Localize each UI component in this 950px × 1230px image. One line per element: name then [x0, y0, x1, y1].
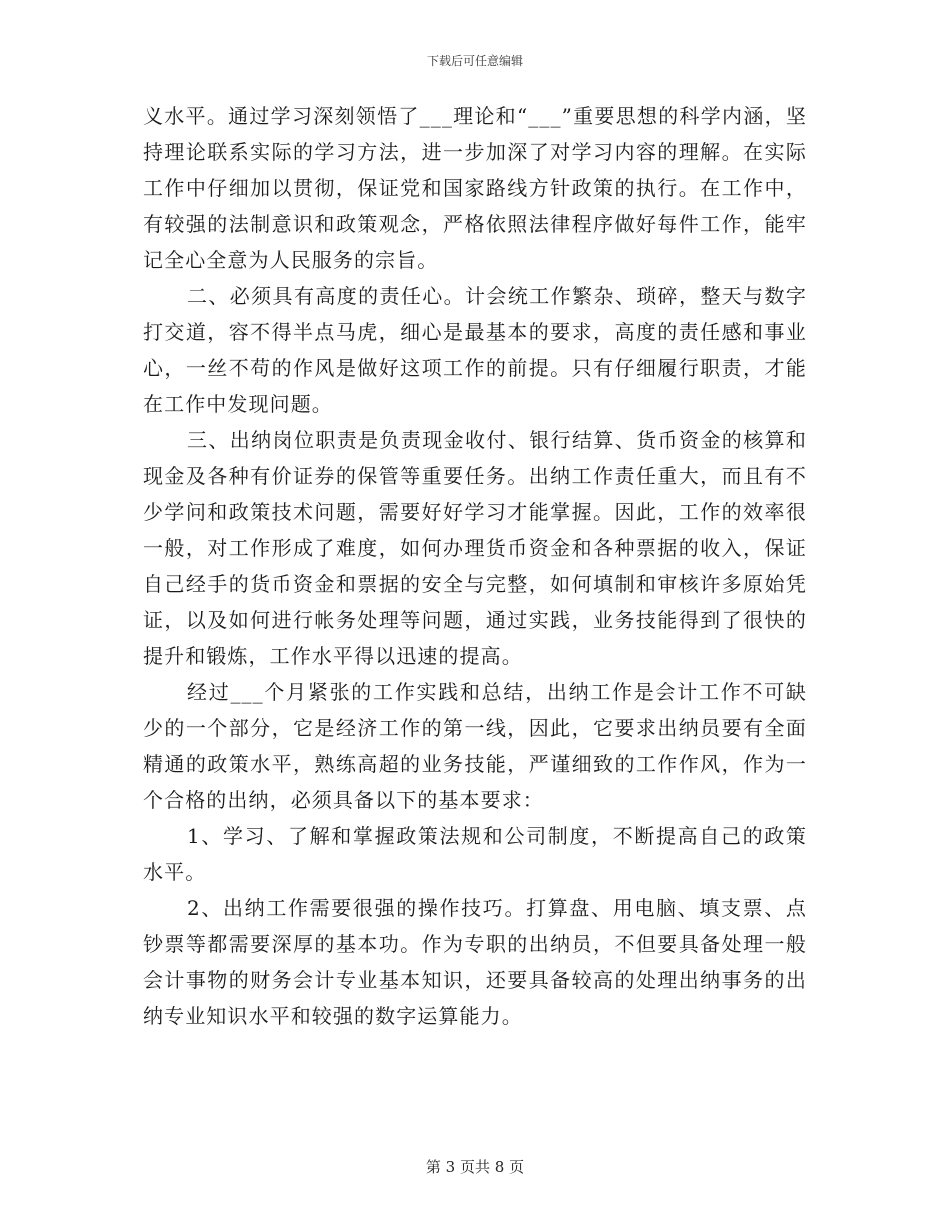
- paragraph-1: 义水平。通过学习深刻领悟了___理论和“___”重要思想的科学内涵，坚持理论联系实际的学习方法，进一步加深了对学习内容的理解。在实际工作中仔细加以贯彻，保证党和国家路线方针政策的执行。在工作中，有较强的法制意识和政策观念，严格依照法律程序做好每件工作，能牢记全心全意为人民服务的宗旨。: [143, 104, 807, 272]
- page-header: 下载后可任意编辑: [426, 54, 523, 68]
- paragraph-5: 1、学习、了解和掌握政策法规和公司制度，不断提高自己的政策水平。: [143, 824, 807, 884]
- paragraph-3: 三、出纳岗位职责是负责现金收付、银行结算、货币资金的核算和现金及各种有价证券的保管等重要任务。出纳工作责任重大，而且有不少学问和政策技术问题，需要好好学习才能掌握。因此，工作的效率很一般，对工作形成了难度，如何办理货币资金和各种票据的收入，保证自己经手的货币资金和票据的安全与完整，如何填制和审核许多原始凭证，以及如何进行帐务处理等问题，通过实践，业务技能得到了很快的提升和锻炼，工作水平得以迅速的提高。: [143, 428, 807, 668]
- paragraph-6: 2、出纳工作需要很强的操作技巧。打算盘、用电脑、填支票、点钞票等都需要深厚的基本功。作为专职的出纳员，不但要具备处理一般会计事物的财务会计专业基本知识，还要具备较高的处理出纳事务的出纳专业知识水平和较强的数字运算能力。: [143, 896, 807, 1028]
- page-footer: 第 3 页共 8 页: [425, 1158, 525, 1176]
- paragraph-2: 二、必须具有高度的责任心。计会统工作繁杂、琐碎，整天与数字打交道，容不得半点马虎，细心是最基本的要求，高度的责任感和事业心，一丝不苟的作风是做好这项工作的前提。只有仔细履行职责，才能在工作中发现问题。: [143, 284, 807, 416]
- paragraph-4: 经过___个月紧张的工作实践和总结，出纳工作是会计工作不可缺少的一个部分，它是经济工作的第一线，因此，它要求出纳员要有全面精通的政策水平，熟练高超的业务技能，严谨细致的工作作风，作为一个合格的出纳，必须具备以下的基本要求：: [143, 680, 807, 812]
- document-body: [143, 98, 807, 1034]
